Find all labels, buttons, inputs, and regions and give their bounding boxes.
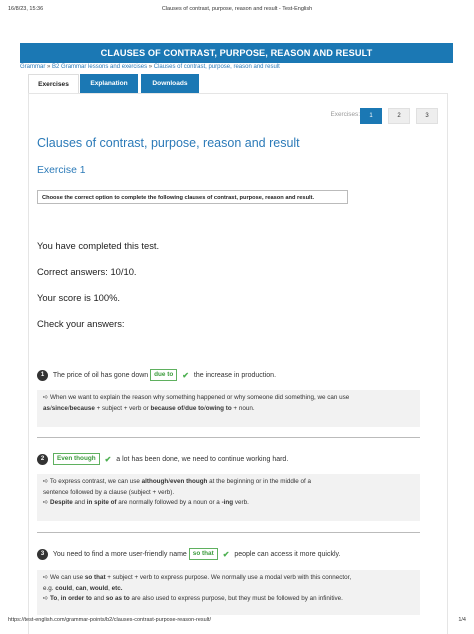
checkmark-icon: ✔	[104, 454, 112, 464]
print-header	[8, 6, 466, 16]
breadcrumb-current: Clauses of contrast, purpose, reason and result	[153, 64, 280, 70]
explanation-line: as/since/because + subject + verb or because of/due to/owing to + noun.	[43, 404, 255, 412]
checkmark-icon: ✔	[182, 370, 189, 380]
pager-button-1[interactable]: 1	[360, 108, 382, 124]
pager-button-3[interactable]: 3	[416, 108, 438, 124]
pager-button-2[interactable]: 2	[388, 108, 410, 124]
divider	[37, 437, 420, 438]
answer-box: due to	[150, 369, 177, 381]
breadcrumb-b2-grammar[interactable]: B2 Grammar lessons and exercises	[52, 64, 148, 70]
result-check: Check your answers:	[37, 318, 125, 329]
result-correct: Correct answers: 10/10.	[37, 266, 137, 277]
tab-downloads[interactable]: Downloads	[141, 74, 199, 93]
page-banner: CLAUSES OF CONTRAST, PURPOSE, REASON AND RESULT	[20, 43, 453, 63]
instructions-box: Choose the correct option to complete the following clauses of contrast, purpose, reason and result.	[37, 190, 348, 204]
breadcrumb-separator: »	[148, 64, 153, 70]
question-1	[37, 369, 276, 381]
question-text-after: people can access it more quickly.	[234, 550, 341, 558]
question-text-before: You need to find a more user-friendly name	[52, 550, 187, 558]
question-number-badge: 1	[37, 370, 48, 381]
explanation-line: ➪ When we want to explain the reason why something happened or why someone did something, we can use	[43, 394, 350, 401]
explanation-box-1	[37, 390, 420, 427]
explanation-line: e.g. could, can, would, etc.	[43, 584, 123, 592]
question-number-badge: 3	[37, 549, 48, 560]
print-page-title: Clauses of contrast, purpose, reason and result - Test-English	[161, 6, 313, 12]
checkmark-icon: ✔	[222, 549, 230, 559]
print-page-number: 1/4	[458, 617, 466, 623]
page-title: Clauses of contrast, purpose, reason and result	[37, 136, 300, 150]
explanation-box-3	[37, 570, 420, 615]
exercise-pager	[318, 108, 438, 122]
explanation-line: ➪ To, in order to and so as to are also used to express purpose, but they must be followed by an infinitive.	[43, 595, 343, 602]
result-score: Your score is 100%.	[37, 292, 121, 303]
print-url: https://test-english.com/grammar-points/b2/clauses-contrast-purpose-reason-result/	[8, 617, 211, 623]
answer-box: Even though	[53, 453, 100, 465]
explanation-line: ➪ To express contrast, we can use although/even though at the beginning or in the middle of a	[43, 478, 312, 485]
question-text-before: The price of oil has gone down	[52, 371, 149, 379]
result-completed: You have completed this test.	[37, 240, 160, 251]
exercise-title: Exercise 1	[37, 165, 86, 176]
question-text-after: the increase in production.	[193, 371, 277, 379]
divider	[37, 532, 420, 533]
pager-label: Exercises:	[330, 111, 360, 118]
tab-explanation[interactable]: Explanation	[80, 74, 138, 93]
answer-box: so that	[189, 548, 218, 560]
breadcrumb-separator: »	[47, 64, 51, 70]
breadcrumb-grammar[interactable]: Grammar	[20, 64, 46, 70]
explanation-line: ➪ Despite and in spite of are normally followed by a noun or a -ing verb.	[43, 499, 249, 506]
print-datetime: 16/8/23, 15:36	[8, 6, 44, 12]
question-number-badge: 2	[37, 454, 48, 465]
tab-exercises[interactable]: Exercises	[28, 74, 79, 94]
question-text-after: a lot has been done, we need to continue working hard.	[116, 455, 289, 463]
breadcrumb	[20, 64, 453, 70]
explanation-box-2	[37, 474, 420, 521]
print-footer	[8, 617, 466, 623]
question-2	[37, 453, 288, 465]
explanation-line: sentence followed by a clause (subject + verb).	[43, 488, 175, 496]
explanation-line: ➪ We can use so that + subject + verb to express purpose. We normally use a modal verb with this connector,	[43, 574, 352, 581]
question-3	[37, 548, 340, 560]
